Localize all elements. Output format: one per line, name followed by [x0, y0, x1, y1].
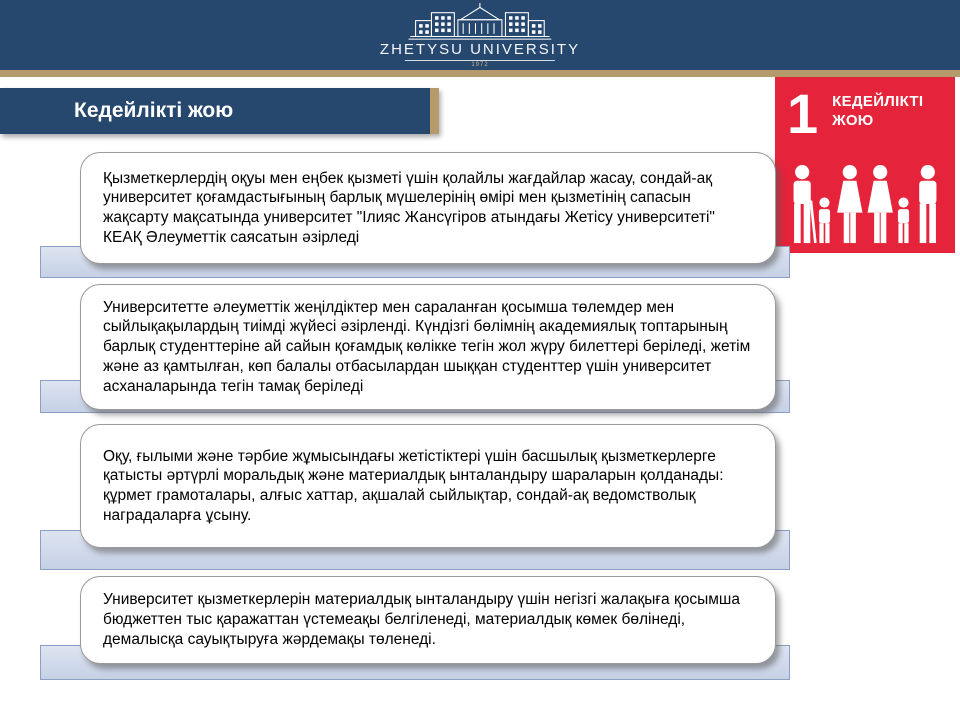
sdg-label-line1: КЕДЕЙЛІКТІ — [832, 93, 924, 110]
building-icon — [395, 3, 565, 40]
sdg-number: 1 — [787, 82, 819, 145]
content-card — [80, 284, 776, 410]
family-figures-icon — [789, 162, 941, 245]
logo-divider — [405, 60, 555, 61]
university-logo — [380, 3, 580, 68]
card-text: Қызметкерлердің оқуы мен еңбек қызметі үшін қолайлы жағдайлар жасау, сондай-ақ университет қоғамдастығының барлық мүшелерінің өмірі мен қызметінің сапасын жақсарту мақсатында университет "Ілияс Жансүгіров атындағы Жетісу университеті" КЕАҚ Әлеуметтік саясатын әзірледі — [103, 169, 715, 246]
sdg-badge-header — [775, 77, 955, 145]
sdg1-badge — [775, 77, 955, 253]
page-title-bar — [0, 88, 430, 134]
content-card — [80, 424, 776, 548]
content-card — [80, 576, 776, 664]
card-text: Университет қызметкерлерін материалдық ынталандыру үшін негізгі жалақыға қосымша бюджеттен тыс қаражаттан үстемеақы белгіленеді, материалдық көмек бөлінеді, демалысқа сауықтыруға жәрдемақы төленеді. — [103, 591, 740, 648]
card-text: Университетте әлеуметтік жеңілдіктер мен сараланған қосымша төлемдер мен сыйлықақылардың тиімді жүйесі әзірленді. Күндізгі бөлімнің академиялық топтарының барлық студенттеріне ай сайын қоғамдық көлікке тегін жол жүру билеттері беріледі, жетім және аз қамтылған, көп балалы отбасылардан шыққан студенттер үшін университет асханаларында тегін тамақ беріледі — [103, 298, 751, 395]
title-accent-bar — [430, 88, 439, 134]
page-title: Кедейлікті жою — [74, 99, 234, 122]
sdg-label — [832, 93, 923, 131]
content-card — [80, 152, 776, 264]
sdg-label-line2: ЖОЮ — [832, 111, 874, 129]
gold-stripe-divider — [0, 70, 960, 77]
university-name: ZHETYSU UNIVERSITY — [379, 41, 581, 58]
card-text: Оқу, ғылыми және тәрбие жұмысындағы жетістіктері үшін басшылық қызметкерлерге қатысты әртүрлі моральдық және материалдық ынталандыру шараларын қолданады: құрмет грамоталары, алғыс хаттар, ақшалай сыйлықтар, сондай-ақ ведомстволық наградаларға ұсыну. — [103, 447, 724, 524]
header-band — [0, 0, 960, 70]
founding-year: 1972 — [471, 62, 489, 68]
